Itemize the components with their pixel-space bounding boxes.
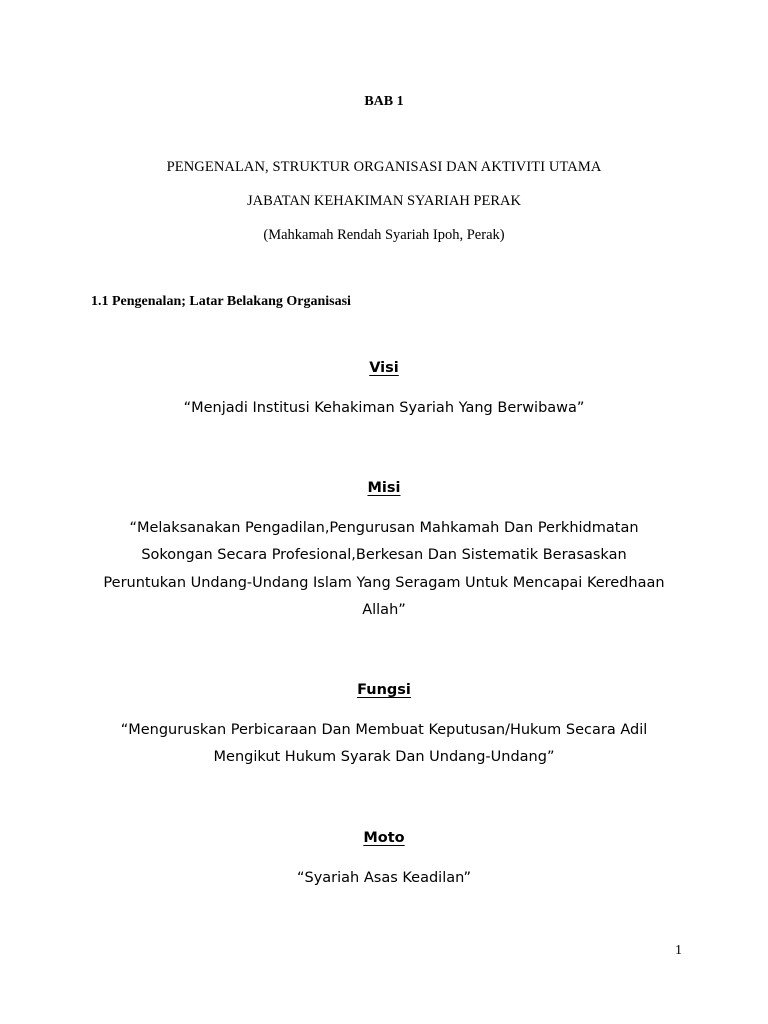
section-heading: 1.1 Pengenalan; Latar Belakang Organisasi: [91, 294, 351, 309]
fungsi-text-line: “Menguruskan Perbicaraan Dan Membuat Keputusan/Hukum Secara Adil: [120, 722, 648, 738]
visi-text: “Menjadi Institusi Kehakiman Syariah Yang Berwibawa”: [183, 400, 585, 416]
fungsi-heading: Fungsi: [357, 682, 411, 698]
visi-heading: Visi: [369, 360, 399, 376]
moto-heading: Moto: [363, 830, 405, 846]
page-number: 1: [675, 943, 682, 958]
misi-text-line: Allah”: [362, 602, 406, 618]
moto-text: “Syariah Asas Keadilan”: [296, 870, 472, 886]
misi-text-line: Sokongan Secara Profesional,Berkesan Dan Sistematik Berasaskan: [141, 547, 627, 563]
misi-heading: Misi: [367, 480, 401, 496]
misi-text-line: “Melaksanakan Pengadilan,Pengurusan Mahkamah Dan Perkhidmatan: [129, 520, 639, 536]
fungsi-text-line: Mengikut Hukum Syarak Dan Undang-Undang”: [213, 749, 555, 765]
document-subtitle: (Mahkamah Rendah Syariah Ipoh, Perak): [263, 227, 505, 243]
document-title-line-1: PENGENALAN, STRUKTUR ORGANISASI DAN AKTIVITI UTAMA: [166, 159, 602, 175]
document-title-line-2: JABATAN KEHAKIMAN SYARIAH PERAK: [247, 193, 521, 209]
chapter-title: BAB 1: [364, 94, 404, 109]
misi-text-line: Peruntukan Undang-Undang Islam Yang Seragam Untuk Mencapai Keredhaan: [103, 575, 665, 591]
